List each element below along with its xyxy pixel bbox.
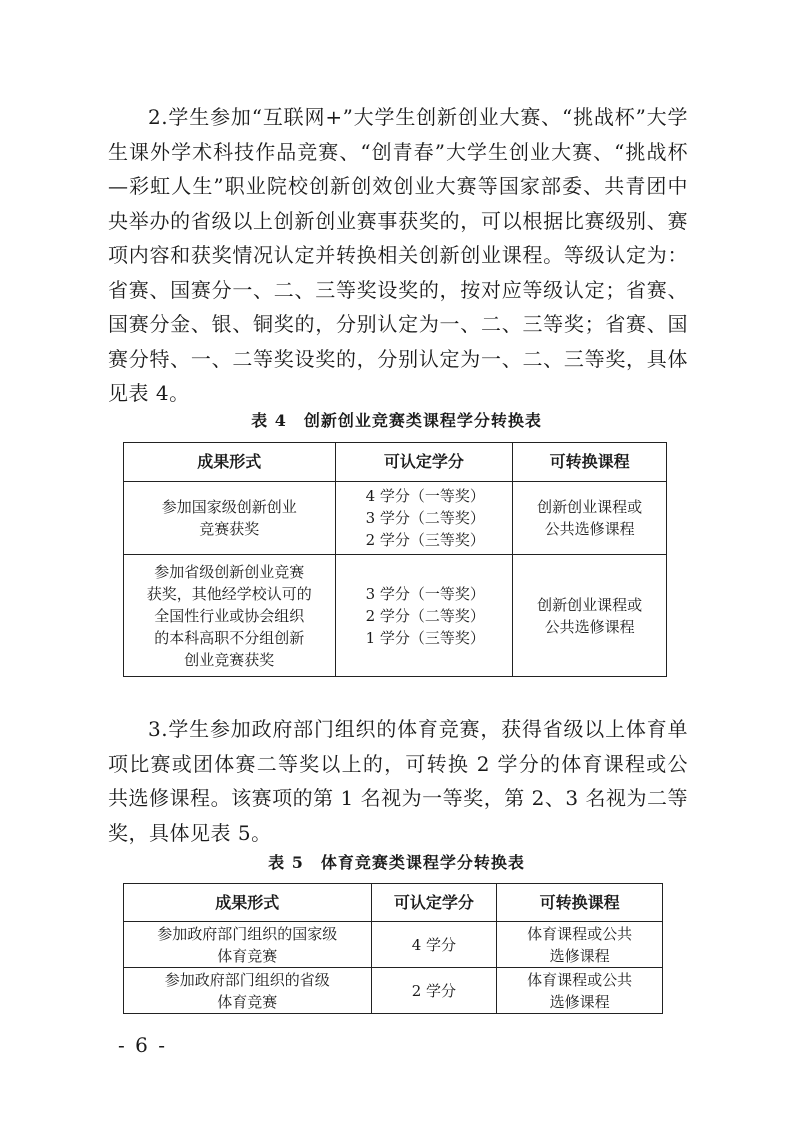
innovation-credit-table	[123, 442, 667, 677]
table-row	[124, 555, 667, 677]
table4-caption: 表 4 创新创业竞赛类课程学分转换表	[251, 411, 542, 430]
table-row	[124, 922, 663, 968]
cell-credits: 3 学分（一等奖） 2 学分（二等奖） 1 学分（三等奖）	[335, 555, 513, 677]
table-row	[124, 968, 663, 1014]
header-credits: 可认定学分	[371, 884, 497, 922]
cell-course: 创新创业课程或 公共选修课程	[513, 555, 667, 677]
paragraph-sports-competitions: 3.学生参加政府部门组织的体育竞赛，获得省级以上体育单项比赛或团体赛二等奖以上的，可转换 2 学分的体育课程或公共选修课程。该赛项的第 1 名视为一等奖，第 2、3 名视为二等奖，具体见表 5。	[108, 717, 688, 845]
cell-form: 参加政府部门组织的省级 体育竞赛	[124, 968, 372, 1014]
cell-course: 体育课程或公共 选修课程	[497, 922, 663, 968]
cell-form: 参加政府部门组织的国家级 体育竞赛	[124, 922, 372, 968]
cell-course: 创新创业课程或 公共选修课程	[513, 482, 667, 555]
cell-credits: 4 学分（一等奖） 3 学分（二等奖） 2 学分（三等奖）	[335, 482, 513, 555]
header-course: 可转换课程	[513, 443, 667, 482]
sports-credit-table	[123, 883, 663, 1014]
page-number: - 6 -	[118, 1033, 167, 1057]
header-form: 成果形式	[124, 884, 372, 922]
table-header-row	[124, 884, 663, 922]
cell-credits: 2 学分	[371, 968, 497, 1014]
cell-form: 参加国家级创新创业 竞赛获奖	[124, 482, 336, 555]
cell-course: 体育课程或公共 选修课程	[497, 968, 663, 1014]
table-row	[124, 482, 667, 555]
cell-form: 参加省级创新创业竞赛 获奖，其他经学校认可的 全国性行业或协会组织 的本科高职不分组创新 创业竞赛获奖	[124, 555, 336, 677]
header-form: 成果形式	[124, 443, 336, 482]
header-credits: 可认定学分	[335, 443, 513, 482]
table5-caption: 表 5 体育竞赛类课程学分转换表	[268, 853, 525, 872]
paragraph-innovation-competitions: 2.学生参加“互联网+”大学生创新创业大赛、“挑战杯”大学生课外学术科技作品竞赛、“创青春”大学生创业大赛、“挑战杯—彩虹人生”职业院校创新创效创业大赛等国家部委、共青团中央举办的省级以上创新创业赛事获奖的，可以根据比赛级别、赛项内容和获奖情况认定并转换相关创新创业课程。等级认定为：省赛、国赛分一、二、三等奖设奖的，按对应等级认定；省赛、国赛分金、银、铜奖的，分别认定为一、二、三等奖；省赛、国赛分特、一、二等奖设奖的，分别认定为一、二、三等奖，具体见表 4。	[108, 105, 688, 405]
table-header-row	[124, 443, 667, 482]
cell-credits: 4 学分	[371, 922, 497, 968]
header-course: 可转换课程	[497, 884, 663, 922]
